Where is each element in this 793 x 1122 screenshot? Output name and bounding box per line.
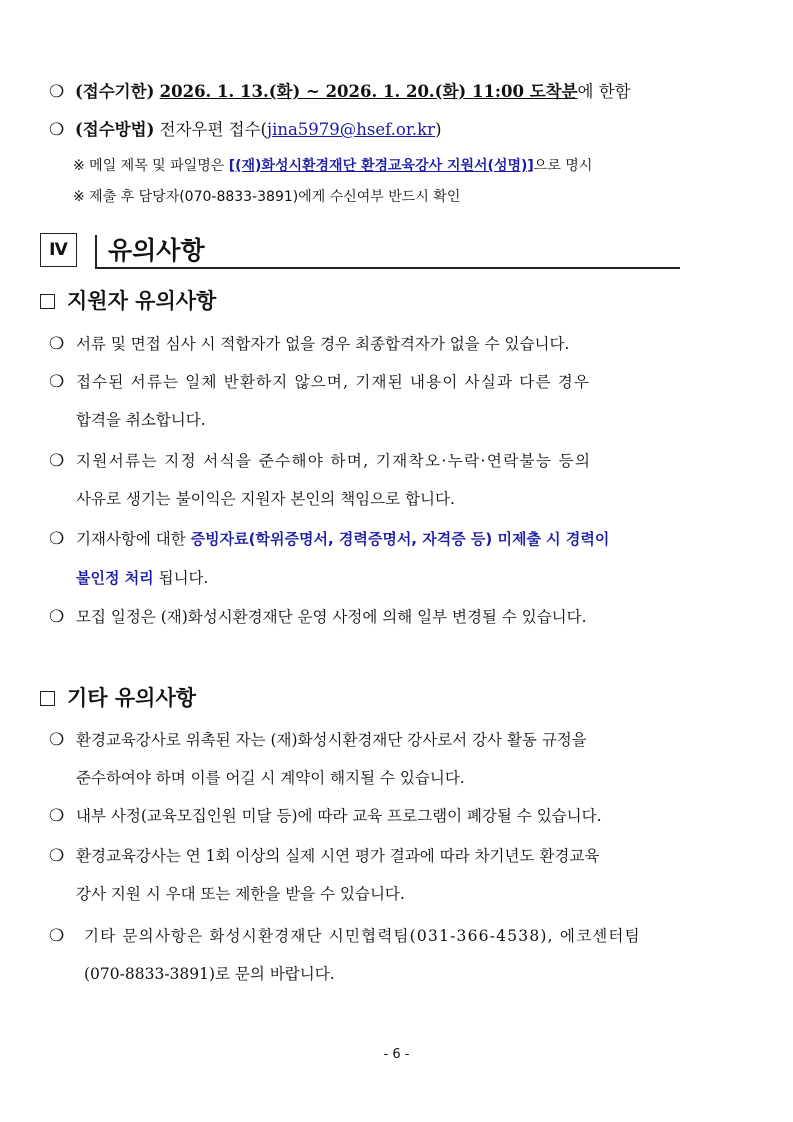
section-number-box: Ⅳ [40,233,77,267]
item4-bold-line1: 증빙자료(학위증명서, 경력증명서, 자격증 등) 미제출 시 경력이 [190,530,610,548]
applicant-item-1: 서류 및 면접 심사 시 적합자가 없을 경우 최종합격자가 없을 수 있습니다. [76,335,570,353]
other-item-2: 내부 사정(교육모집인원 미달 등)에 따라 교육 프로그램이 폐강될 수 있습니다. [76,807,602,825]
item4-prefix: 기재사항에 대한 [76,530,191,548]
bullet-circle-icon: ❍ [49,372,65,392]
square-bullet-icon [40,294,55,309]
bullet-circle-icon: ❍ [49,120,65,140]
section-underline [95,267,680,269]
bullet-circle-icon: ❍ [49,846,65,866]
deadline-line [75,81,631,103]
other-item-4-line1: 기타 문의사항은 화성시환경재단 시민협력팀(031-366-4538), 에코센터팀 [84,927,641,945]
applicant-item-4-line2 [76,567,208,589]
bullet-circle-icon: ❍ [49,730,65,750]
applicant-item-3-line1: 지원서류는 지정 서식을 준수해야 하며, 기재착오·누락·연락불능 등의 [76,452,592,470]
applicant-item-2-line2: 합격을 취소합니다. [76,411,206,429]
item4-bold-line2: 불인정 처리 [76,569,154,587]
email-link[interactable]: jina5979@hsef.or.kr [266,120,436,139]
other-item-3-line2: 강사 지원 시 우대 또는 제한을 받을 수 있습니다. [76,885,405,903]
applicant-item-4-line1 [76,528,609,550]
applicant-title: 지원자 유의사항 [67,289,217,313]
bullet-circle-icon: ❍ [49,529,65,549]
method-label: (접수방법) [75,120,155,139]
deadline-value: 2026. 1. 13.(화) ~ 2026. 1. 20.(화) 11:00 도착분 [159,82,578,101]
bullet-circle-icon: ❍ [49,334,65,354]
note1-prefix: ※ 메일 제목 및 파일명은 [73,158,229,174]
other-item-1-line2: 준수하여야 하며 이를 어길 시 계약이 해지될 수 있습니다. [76,769,465,787]
other-item-3-line1: 환경교육강사는 연 1회 이상의 실제 시연 평가 결과에 따라 차기년도 환경교육 [76,847,600,865]
method-text: 전자우편 접수( [159,120,267,139]
applicant-item-5: 모집 일정은 (재)화성시환경재단 운영 사정에 의해 일부 변경될 수 있습니다. [76,608,587,626]
confirm-note: ※ 제출 후 담당자(070-8833-3891)에게 수신여부 반드시 확인 [73,189,461,205]
square-bullet-icon [40,691,55,706]
section-title: 유의사항 [108,236,205,265]
applicant-item-3-line2: 사유로 생기는 불이익은 지원자 본인의 책임으로 합니다. [76,490,455,508]
bullet-circle-icon: ❍ [49,451,65,471]
deadline-label: (접수기한) [75,82,155,101]
applicant-heading [40,287,216,315]
method-line [75,119,442,141]
section-divider [95,235,97,269]
other-heading [40,684,196,712]
bullet-circle-icon: ❍ [49,82,65,102]
other-item-4-line2: (070-8833-3891)로 문의 바랍니다. [84,965,335,983]
note1-suffix: 으로 명시 [533,158,593,174]
applicant-item-2-line1: 접수된 서류는 일체 반환하지 않으며, 기재된 내용이 사실과 다른 경우 [76,373,591,391]
bullet-circle-icon: ❍ [49,926,65,946]
method-close: ) [435,120,442,139]
mail-title-note [73,155,592,177]
bullet-circle-icon: ❍ [49,607,65,627]
deadline-suffix: 에 한함 [577,82,631,101]
item4-suffix: 됩니다. [153,569,209,587]
other-item-1-line1: 환경교육강사로 위촉된 자는 (재)화성시환경재단 강사로서 강사 활동 규정을 [76,731,587,749]
note1-bold: [(재)화성시환경재단 환경교육강사 지원서(성명)] [228,158,534,174]
other-title: 기타 유의사항 [67,686,197,710]
page-number: - 6 - [383,1047,410,1062]
bullet-circle-icon: ❍ [49,806,65,826]
